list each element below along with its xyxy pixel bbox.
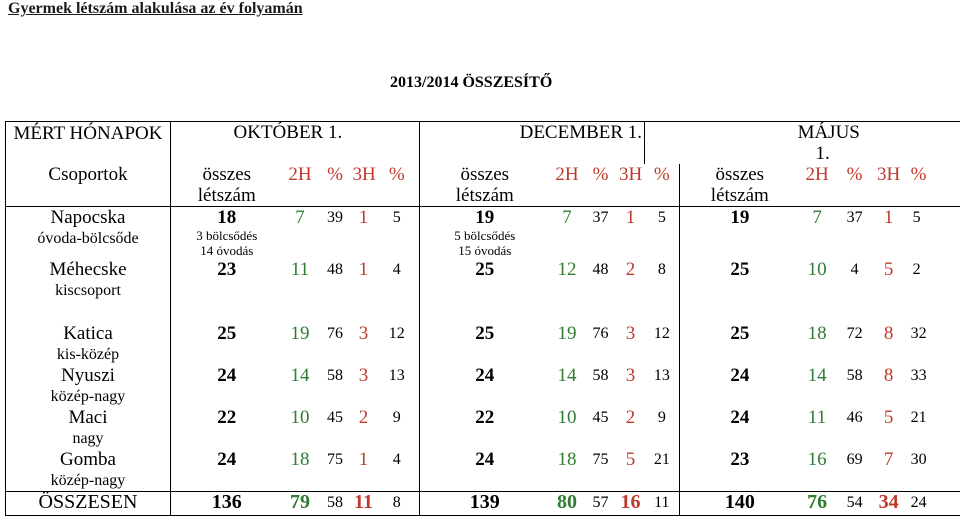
table-row bbox=[6, 323, 960, 365]
mert-honapok-header bbox=[6, 122, 171, 165]
december-total-sum: 139 bbox=[420, 492, 550, 516]
december-2h-header: 2H bbox=[555, 164, 579, 185]
group-type: kiscsoport bbox=[55, 281, 121, 299]
may-p2: 46 bbox=[846, 408, 863, 426]
october-p3: 4 bbox=[392, 450, 401, 468]
december-2h: 12 bbox=[557, 258, 577, 280]
december-2h: 14 bbox=[557, 364, 577, 386]
table-row bbox=[6, 259, 960, 311]
summary-subtitle: 2013/2014 ÖSSZESÍTŐ bbox=[390, 74, 553, 91]
totals-label: ÖSSZESEN bbox=[6, 492, 171, 516]
group-type: közép-nagy bbox=[50, 387, 126, 405]
december-total-cell bbox=[420, 207, 550, 259]
may-3h: 7 bbox=[883, 448, 894, 470]
december-2h-sum: 80 bbox=[550, 492, 585, 516]
october-2h-header: 2H bbox=[288, 164, 312, 185]
october-p2: 75 bbox=[327, 450, 343, 468]
december-2h: 18 bbox=[557, 448, 577, 470]
osszes-label: összes bbox=[715, 164, 765, 185]
october-total-sum: 136 bbox=[171, 492, 283, 516]
december-2h: 19 bbox=[557, 322, 577, 344]
december-p2: 48 bbox=[592, 260, 609, 278]
december-3h: 2 bbox=[625, 406, 636, 428]
may-2h: 18 bbox=[807, 322, 827, 344]
december-header bbox=[420, 122, 645, 165]
december-p2: 76 bbox=[592, 324, 609, 342]
october-total: 24 bbox=[217, 448, 237, 470]
october-total: 24 bbox=[217, 364, 237, 386]
may-2h-sum: 76 bbox=[800, 492, 835, 516]
may-p2: 58 bbox=[846, 366, 863, 384]
december-p3: 8 bbox=[657, 260, 666, 278]
october-p3: 5 bbox=[375, 207, 420, 259]
group-name: Katica bbox=[63, 322, 113, 344]
october-2h: 19 bbox=[290, 322, 310, 344]
october-2h: 11 bbox=[290, 258, 310, 280]
december-p3: 21 bbox=[653, 450, 670, 468]
december-total: 24 bbox=[420, 365, 550, 407]
december-pct2-header: % bbox=[592, 164, 609, 185]
october-total-cell bbox=[171, 207, 283, 259]
may-p2-sum: 54 bbox=[835, 492, 875, 516]
december-p2: 37 bbox=[585, 207, 617, 259]
october-p3: 12 bbox=[388, 324, 405, 342]
may-2h: 10 bbox=[807, 258, 827, 280]
december-detail2: 15 óvodás bbox=[458, 243, 512, 258]
october-3h: 3 bbox=[358, 364, 369, 386]
may-2h: 16 bbox=[807, 448, 827, 470]
december-3h: 5 bbox=[625, 448, 636, 470]
october-total: 25 bbox=[217, 322, 237, 344]
december-total: 19 bbox=[475, 207, 495, 228]
may-3h: 5 bbox=[883, 406, 894, 428]
letszam-label: létszám bbox=[455, 185, 514, 206]
may-3h-sum: 34 bbox=[875, 492, 903, 516]
may-pct2-header: % bbox=[846, 164, 863, 185]
october-3h: 1 bbox=[358, 258, 369, 280]
letszam-label: létszám bbox=[197, 185, 256, 206]
december-total: 22 bbox=[420, 407, 550, 449]
december-3h: 2 bbox=[625, 258, 636, 280]
october-p2: 76 bbox=[327, 324, 343, 342]
may-osszes-header bbox=[680, 164, 800, 207]
october-2h: 10 bbox=[290, 406, 310, 428]
october-3h: 2 bbox=[358, 406, 369, 428]
group-name: Gomba bbox=[60, 448, 116, 470]
group-cell bbox=[6, 207, 171, 259]
october-3h: 1 bbox=[353, 207, 375, 259]
december-2h: 10 bbox=[557, 406, 577, 428]
october-p2: 58 bbox=[327, 366, 343, 384]
december-p2-sum: 57 bbox=[585, 492, 617, 516]
table-row bbox=[6, 449, 960, 492]
may-p3: 30 bbox=[903, 449, 960, 492]
may-3h-header: 3H bbox=[876, 164, 901, 185]
group-type: kis-közép bbox=[56, 345, 120, 363]
october-header bbox=[233, 122, 420, 165]
december-p3: 5 bbox=[645, 207, 680, 259]
october-total: 22 bbox=[217, 406, 237, 428]
december-p3-sum: 11 bbox=[645, 492, 680, 516]
october-detail1: 3 bölcsődés bbox=[196, 228, 258, 243]
october-total: 23 bbox=[217, 258, 237, 280]
october-p2-sum: 58 bbox=[318, 492, 353, 516]
group-cell bbox=[6, 259, 171, 311]
october-p2: 39 bbox=[318, 207, 353, 259]
may-header bbox=[797, 122, 903, 165]
december-osszes-header bbox=[420, 164, 550, 207]
december-p3: 9 bbox=[657, 408, 666, 426]
october-3h: 3 bbox=[358, 322, 369, 344]
may-2h: 11 bbox=[807, 406, 827, 428]
group-type: nagy bbox=[72, 429, 104, 447]
csoportok-header: Csoportok bbox=[6, 164, 171, 207]
may-p2: 4 bbox=[850, 260, 859, 278]
group-cell bbox=[6, 323, 171, 365]
may-p2: 37 bbox=[835, 207, 875, 259]
october-3h-sum: 11 bbox=[353, 492, 375, 516]
october-detail2: 14 óvodás bbox=[200, 243, 254, 258]
december-p2: 45 bbox=[592, 408, 609, 426]
group-name: Maci bbox=[68, 406, 108, 428]
december-p2: 58 bbox=[592, 366, 609, 384]
may-p3: 21 bbox=[903, 407, 960, 449]
may-2h-header: 2H bbox=[805, 164, 829, 185]
october-p3-sum: 8 bbox=[375, 492, 420, 516]
may-3h: 8 bbox=[883, 322, 894, 344]
october-p3: 9 bbox=[392, 408, 401, 426]
group-name: Méhecske bbox=[49, 258, 127, 280]
mert-honapok-label: MÉRT HÓNAPOK bbox=[13, 123, 163, 144]
december-3h-header: 3H bbox=[618, 164, 643, 185]
october-p2: 48 bbox=[327, 260, 343, 278]
october-osszes-header bbox=[171, 164, 283, 207]
group-type: közép-nagy bbox=[50, 471, 126, 489]
october-2h-sum: 79 bbox=[283, 492, 318, 516]
may-3h: 8 bbox=[883, 364, 894, 386]
december-p3: 13 bbox=[653, 366, 670, 384]
october-3h-header: 3H bbox=[352, 164, 376, 185]
may-3h: 1 bbox=[875, 207, 903, 259]
may-2h: 14 bbox=[807, 364, 827, 386]
december-p2: 75 bbox=[592, 450, 609, 468]
may-total: 19 bbox=[680, 207, 800, 259]
may-p3-sum: 24 bbox=[903, 492, 960, 516]
may-p3: 33 bbox=[903, 365, 960, 407]
attendance-table bbox=[5, 121, 960, 516]
month-october-label: OKTÓBER 1. bbox=[233, 122, 343, 143]
table-row bbox=[6, 407, 960, 449]
december-3h: 3 bbox=[625, 364, 636, 386]
may-p2: 72 bbox=[846, 324, 863, 342]
october-p3: 13 bbox=[388, 366, 405, 384]
group-cell bbox=[6, 449, 171, 492]
may-total: 25 bbox=[680, 259, 800, 311]
october-2h: 18 bbox=[290, 448, 310, 470]
december-detail1: 5 bölcsődés bbox=[454, 228, 516, 243]
may-pct3-header: % bbox=[903, 164, 960, 207]
group-name: Napocska bbox=[50, 207, 126, 228]
page-title: Gyermek létszám alakulása az év folyamán bbox=[8, 0, 303, 17]
december-2h: 7 bbox=[550, 207, 585, 259]
osszes-label: összes bbox=[202, 164, 252, 185]
december-3h: 3 bbox=[625, 322, 636, 344]
december-p3: 12 bbox=[653, 324, 670, 342]
table-row bbox=[6, 365, 960, 407]
may-p3: 2 bbox=[903, 259, 960, 311]
october-2h: 7 bbox=[283, 207, 318, 259]
october-2h: 14 bbox=[290, 364, 310, 386]
december-total: 24 bbox=[420, 449, 550, 492]
december-total: 25 bbox=[420, 323, 550, 365]
may-total: 23 bbox=[680, 449, 800, 492]
table-row bbox=[6, 207, 960, 259]
may-total: 25 bbox=[680, 323, 800, 365]
group-type: óvoda-bölcsőde bbox=[37, 230, 139, 247]
october-pct3-header: % bbox=[388, 164, 405, 185]
letszam-label: létszám bbox=[710, 185, 769, 206]
may-total: 24 bbox=[680, 365, 800, 407]
october-total: 18 bbox=[217, 207, 237, 228]
may-p2: 69 bbox=[846, 450, 863, 468]
october-3h: 1 bbox=[358, 448, 369, 470]
totals-row bbox=[6, 492, 960, 516]
may-total-sum: 140 bbox=[680, 492, 800, 516]
may-2h: 7 bbox=[800, 207, 835, 259]
may-total: 24 bbox=[680, 407, 800, 449]
december-pct3-header: % bbox=[653, 164, 670, 185]
group-name: Nyuszi bbox=[61, 364, 115, 386]
december-3h-sum: 16 bbox=[617, 492, 645, 516]
may-p3: 32 bbox=[903, 323, 960, 365]
osszes-label: összes bbox=[460, 164, 510, 185]
may-p3: 5 bbox=[903, 207, 960, 259]
october-pct2-header: % bbox=[327, 164, 343, 185]
may-3h: 5 bbox=[883, 258, 894, 280]
december-total: 25 bbox=[420, 259, 550, 311]
group-cell bbox=[6, 365, 171, 407]
month-december-label: DECEMBER 1. bbox=[519, 122, 643, 143]
december-3h: 1 bbox=[617, 207, 645, 259]
month-may-label: MÁJUS 1. bbox=[797, 122, 860, 164]
october-p2: 45 bbox=[327, 408, 343, 426]
group-cell bbox=[6, 407, 171, 449]
october-p3: 4 bbox=[392, 260, 401, 278]
